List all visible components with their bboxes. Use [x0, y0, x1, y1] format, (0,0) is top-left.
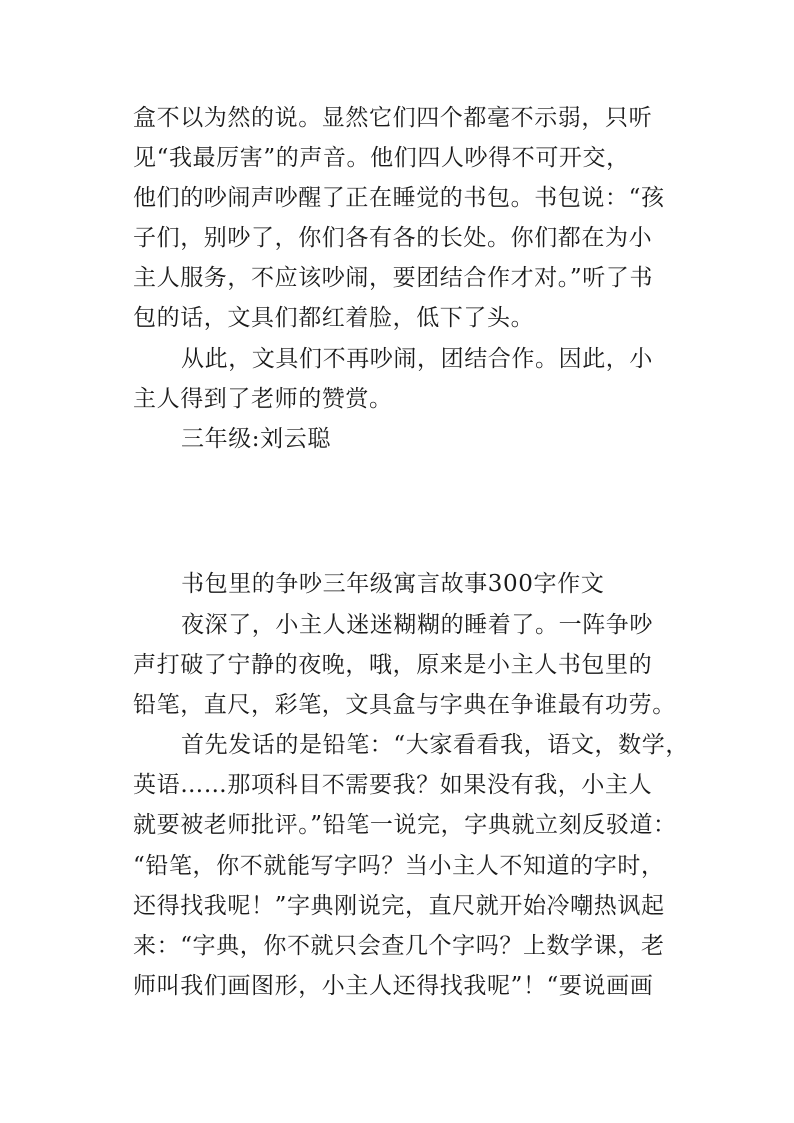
paragraph-line: 师叫我们画图形，小主人还得找我呢”！“要说画画 — [133, 973, 654, 999]
paragraph-line: “铅笔，你不就能写字吗？当小主人不知道的字时， — [133, 853, 665, 879]
paragraph-line: 来：“字典，你不就只会查几个字吗？上数学课，老 — [133, 933, 665, 959]
paragraph-line: 包的话，文具们都红着脸，低下了头。 — [133, 305, 535, 331]
paragraph-line: 他们的吵闹声吵醒了正在睡觉的书包。书包说：“孩 — [133, 185, 665, 211]
paragraph-line: 主人得到了老师的赞赏。 — [133, 386, 393, 412]
paragraph-line: 子们，别吵了，你们各有各的长处。你们都在为小 — [133, 225, 653, 251]
paragraph-line: 夜深了，小主人迷迷糊糊的睡着了。一阵争吵 — [181, 612, 653, 638]
paragraph-line: 主人服务，不应该吵闹，要团结合作才对。”听了书 — [133, 265, 654, 291]
paragraph-line: 就要被老师批评。”铅笔一说完，字典就立刻反驳道： — [133, 812, 677, 838]
paragraph-line: 首先发话的是铅笔：“大家看看我，语文，数学， — [181, 732, 689, 758]
paragraph-line: 声打破了宁静的夜晚，哦，原来是小主人书包里的 — [133, 652, 653, 678]
author-line: 三年级:刘云聪 — [181, 426, 331, 452]
paragraph-line: 铅笔，直尺，彩笔，文具盒与字典在争谁最有功劳。 — [133, 692, 676, 718]
paragraph-line: 从此，文具们不再吵闹，团结合作。因此，小 — [181, 346, 653, 372]
article-title: 书包里的争吵三年级寓言故事300字作文 — [181, 571, 605, 597]
paragraph-line: 见“我最厉害”的声音。他们四人吵得不可开交， — [133, 145, 630, 171]
paragraph-line: 英语……那项科目不需要我？如果没有我，小主人 — [133, 772, 653, 798]
paragraph-line: 盒不以为然的说。显然它们四个都毫不示弱，只听 — [133, 105, 653, 131]
paragraph-line: 还得找我呢！”字典刚说完，直尺就开始冷嘲热讽起 — [133, 893, 665, 919]
